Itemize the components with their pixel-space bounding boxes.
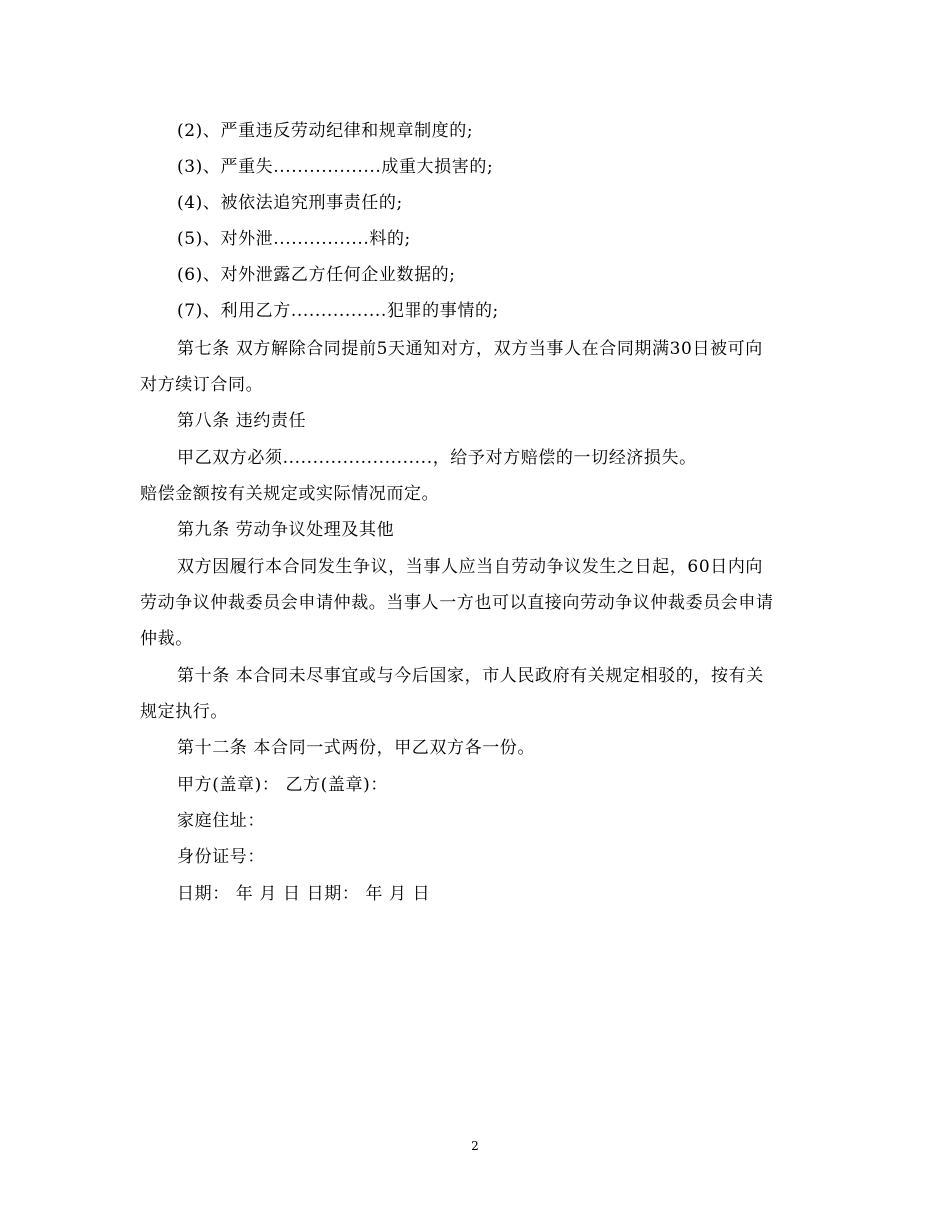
article-7-line-1: 第七条 双方解除合同提前5天通知对方，双方当事人在合同期满30日被可向 [177, 339, 763, 359]
article-8-line-1: 甲乙双方必须.........................，给予对方赔偿的一切经济损失。 [177, 448, 697, 468]
clause-item-2: (2)、严重违反劳动纪律和规章制度的; [177, 121, 474, 141]
clause-item-5: (5)、对外泄................料的; [177, 229, 411, 249]
clause-item-6: (6)、对外泄露乙方任何企业数据的; [177, 265, 456, 285]
article-9-line-3: 仲裁。 [140, 629, 193, 649]
signature-party-line: 甲方(盖章)： 乙方(盖章)： [177, 775, 388, 795]
article-9-heading: 第九条 劳动争议处理及其他 [177, 520, 395, 540]
article-9-line-1: 双方因履行本合同发生争议，当事人应当自劳动争议发生之日起，60日内向 [177, 557, 764, 577]
article-7-line-2: 对方续订合同。 [140, 375, 264, 395]
home-address-line: 家庭住址： [177, 811, 265, 831]
article-9-line-2: 劳动争议仲裁委员会申请仲裁。当事人一方也可以直接向劳动争议仲裁委员会申请 [140, 593, 774, 613]
date-line: 日期： 年 月 日 日期： 年 月 日 [177, 884, 431, 904]
clause-item-3: (3)、严重失..................成重大损害的; [177, 157, 494, 177]
article-10-line-1: 第十条 本合同未尽事宜或与今后国家，市人民政府有关规定相驳的，按有关 [177, 666, 764, 686]
article-8-line-2: 赔偿金额按有关规定或实际情况而定。 [140, 484, 440, 504]
clause-item-7: (7)、利用乙方................犯罪的事情的; [177, 301, 499, 321]
article-8-heading: 第八条 违约责任 [177, 411, 307, 431]
clause-item-4: (4)、被依法追究刑事责任的; [177, 193, 403, 213]
article-12-line: 第十二条 本合同一式两份，甲乙双方各一份。 [177, 738, 536, 758]
article-10-line-2: 规定执行。 [140, 702, 228, 722]
id-number-line: 身份证号： [177, 847, 265, 867]
page-number: 2 [471, 1139, 479, 1153]
